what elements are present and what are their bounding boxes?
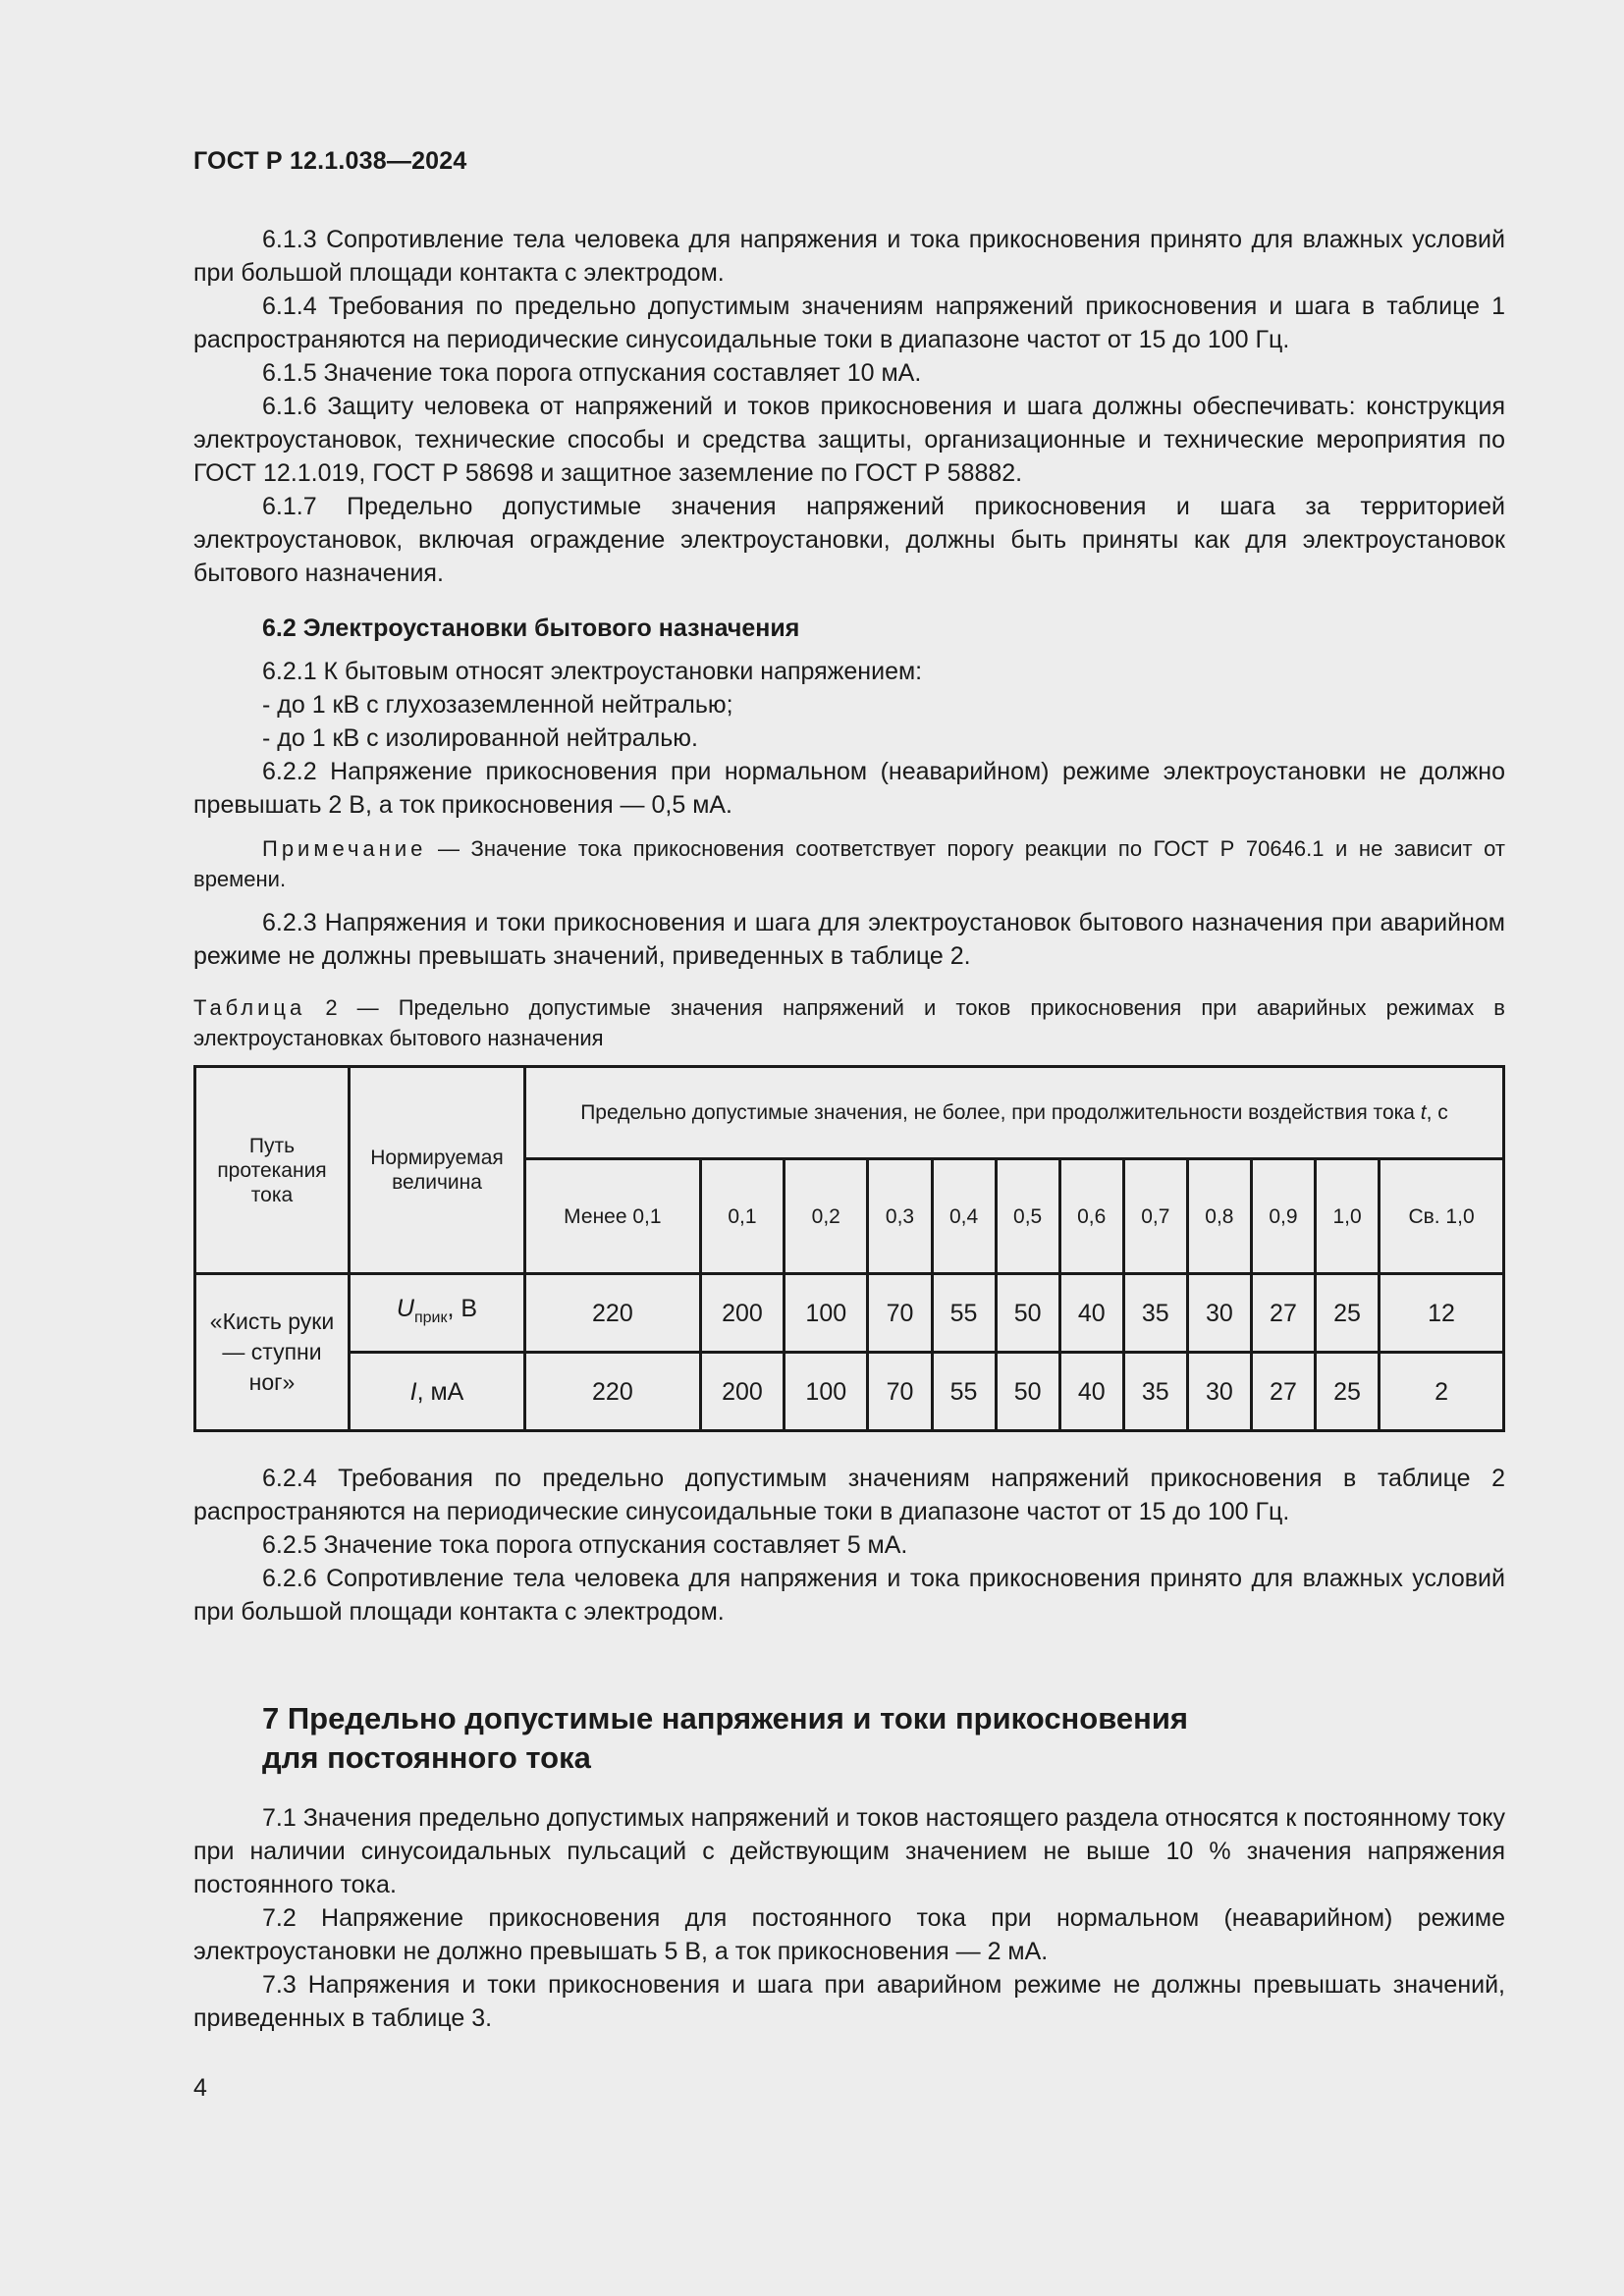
symbol-u: U <box>396 1294 414 1322</box>
duration-cell: Менее 0,1 <box>525 1159 701 1274</box>
paragraph-7-2: 7.2 Напряжение прикосновения для постоянного тока при нормальном (неаварийном) режиме электроустановки не должно превышать 5 В, а ток прикосновения — 2 мА. <box>193 1904 1505 1965</box>
value-cell: 70 <box>868 1353 932 1431</box>
value-cell: 200 <box>700 1353 784 1431</box>
note <box>193 833 1505 894</box>
paragraph-6-2-3: 6.2.3 Напряжения и токи прикосновения и шага для электроустановок бытового назначения при аварийном режиме не должны превышать значений, приведенных в таблице 2. <box>193 909 1505 970</box>
value-cell: 100 <box>785 1353 868 1431</box>
list-item: - до 1 кВ с глухозаземленной нейтралью; <box>262 691 733 719</box>
value-cell: 70 <box>868 1274 932 1353</box>
note-text: — Значение тока прикосновения соответствует порогу реакции по ГОСТ Р 70646.1 и не зависит от времени. <box>193 836 1505 891</box>
symbol-i: I <box>409 1377 417 1406</box>
header-path: Путь протекания тока <box>195 1067 350 1274</box>
value-cell: 50 <box>996 1353 1059 1431</box>
paragraph-6-2-6: 6.2.6 Сопротивление тела человека для напряжения и тока прикосновения принято для влажных условий при большой площади контакта с электродом. <box>193 1565 1505 1626</box>
paragraph-6-2-4: 6.2.4 Требования по предельно допустимым значениям напряжений прикосновения в таблице 2 распространяются на периодические синусоидальные токи в диапазоне частот от 15 до 100 Гц. <box>193 1465 1505 1525</box>
table-caption-text: 2 — Предельно допустимые значения напряжений и токов прикосновения при аварийных режимах в электроустановках бытового назначения <box>193 995 1505 1050</box>
document-body <box>193 223 1505 2035</box>
section-heading-7-line1: 7 Предельно допустимые напряжения и токи прикосновения <box>262 1701 1188 1735</box>
value-cell: 200 <box>700 1274 784 1353</box>
value-cell: 35 <box>1123 1353 1187 1431</box>
duration-cell: 0,9 <box>1251 1159 1315 1274</box>
quantity-i-cell <box>350 1353 525 1431</box>
note-label: Примечание <box>262 836 427 861</box>
paragraph-6-1-5: 6.1.5 Значение тока порога отпускания составляет 10 мА. <box>262 359 922 387</box>
quantity-u-cell <box>350 1274 525 1353</box>
duration-cell: Св. 1,0 <box>1380 1159 1504 1274</box>
value-cell: 25 <box>1316 1353 1380 1431</box>
header-limits <box>525 1067 1504 1159</box>
header-limits-var: t <box>1420 1100 1427 1124</box>
table-caption <box>193 992 1505 1053</box>
paragraph-6-1-6: 6.1.6 Защиту человека от напряжений и токов прикосновения и шага должны обеспечивать: конструкция электроустановок, технические способы и средства защиты, организационные и технические мероприятия по ГОСТ 12.1.019, ГОСТ Р 58698 и защитное заземление по ГОСТ Р 58882. <box>193 393 1505 487</box>
value-cell: 25 <box>1316 1274 1380 1353</box>
value-cell: 30 <box>1187 1353 1251 1431</box>
paragraph-6-2-1: 6.2.1 К бытовым относят электроустановки напряжением: <box>262 658 923 685</box>
table-2 <box>193 1065 1505 1432</box>
value-cell: 35 <box>1123 1274 1187 1353</box>
table-label: Таблица <box>193 995 306 1020</box>
table-row <box>195 1274 1504 1353</box>
page-number: 4 <box>193 2074 207 2102</box>
value-cell: 55 <box>932 1274 996 1353</box>
list-item: - до 1 кВ с изолированной нейтралью. <box>262 724 698 752</box>
section-heading-7-line2: для постоянного тока <box>262 1740 591 1775</box>
value-cell: 55 <box>932 1353 996 1431</box>
value-cell: 2 <box>1380 1353 1504 1431</box>
section-heading-7 <box>193 1699 1505 1778</box>
value-cell: 220 <box>525 1274 701 1353</box>
duration-cell: 0,2 <box>785 1159 868 1274</box>
unit-u: , В <box>447 1294 478 1322</box>
value-cell: 27 <box>1251 1353 1315 1431</box>
section-heading-6-2: 6.2 Электроустановки бытового назначения <box>262 614 800 642</box>
duration-cell: 0,1 <box>700 1159 784 1274</box>
duration-cell: 1,0 <box>1316 1159 1380 1274</box>
path-cell: «Кисть руки — ступни ног» <box>195 1274 350 1431</box>
duration-cell: 0,7 <box>1123 1159 1187 1274</box>
paragraph-7-3: 7.3 Напряжения и токи прикосновения и шага при аварийном режиме не должны превышать значений, приведенных в таблице 3. <box>193 1971 1505 2032</box>
value-cell: 220 <box>525 1353 701 1431</box>
duration-cell: 0,8 <box>1187 1159 1251 1274</box>
duration-cell: 0,5 <box>996 1159 1059 1274</box>
duration-cell: 0,4 <box>932 1159 996 1274</box>
header-limits-unit: , с <box>1426 1100 1448 1124</box>
table-row <box>195 1353 1504 1431</box>
symbol-u-subscript: прик <box>413 1308 448 1326</box>
value-cell: 50 <box>996 1274 1059 1353</box>
paragraph-6-2-2: 6.2.2 Напряжение прикосновения при нормальном (неаварийном) режиме электроустановки не должно превышать 2 В, а ток прикосновения — 0,5 мА. <box>193 758 1505 819</box>
duration-cell: 0,3 <box>868 1159 932 1274</box>
unit-i: , мА <box>416 1377 464 1406</box>
value-cell: 40 <box>1059 1353 1123 1431</box>
value-cell: 100 <box>785 1274 868 1353</box>
header-limits-text: Предельно допустимые значения, не более, при продолжительности воздействия тока <box>580 1100 1421 1124</box>
value-cell: 27 <box>1251 1274 1315 1353</box>
duration-cell: 0,6 <box>1059 1159 1123 1274</box>
paragraph-6-1-4: 6.1.4 Требования по предельно допустимым значениям напряжений прикосновения и шага в таблице 1 распространяются на периодические синусоидальные токи в диапазоне частот от 15 до 100 Гц. <box>193 293 1505 353</box>
paragraph-7-1: 7.1 Значения предельно допустимых напряжений и токов настоящего раздела относятся к постоянному току при наличии синусоидальных пульсаций с действующим значением не выше 10 % значения напряжения постоянного тока. <box>193 1804 1506 1898</box>
paragraph-6-1-3: 6.1.3 Сопротивление тела человека для напряжения и тока прикосновения принято для влажных условий при большой площади контакта с электродом. <box>193 226 1505 287</box>
paragraph-6-1-7: 6.1.7 Предельно допустимые значения напряжений прикосновения и шага за территорией электроустановок, включая ограждение электроустановки, должны быть приняты как для электроустановок бытового назначения. <box>193 493 1505 587</box>
paragraph-6-2-5: 6.2.5 Значение тока порога отпускания составляет 5 мА. <box>262 1531 908 1559</box>
value-cell: 30 <box>1187 1274 1251 1353</box>
value-cell: 12 <box>1380 1274 1504 1353</box>
header-quantity: Нормируемая величина <box>350 1067 525 1274</box>
value-cell: 40 <box>1059 1274 1123 1353</box>
document-code-header: ГОСТ Р 12.1.038—2024 <box>193 147 467 175</box>
